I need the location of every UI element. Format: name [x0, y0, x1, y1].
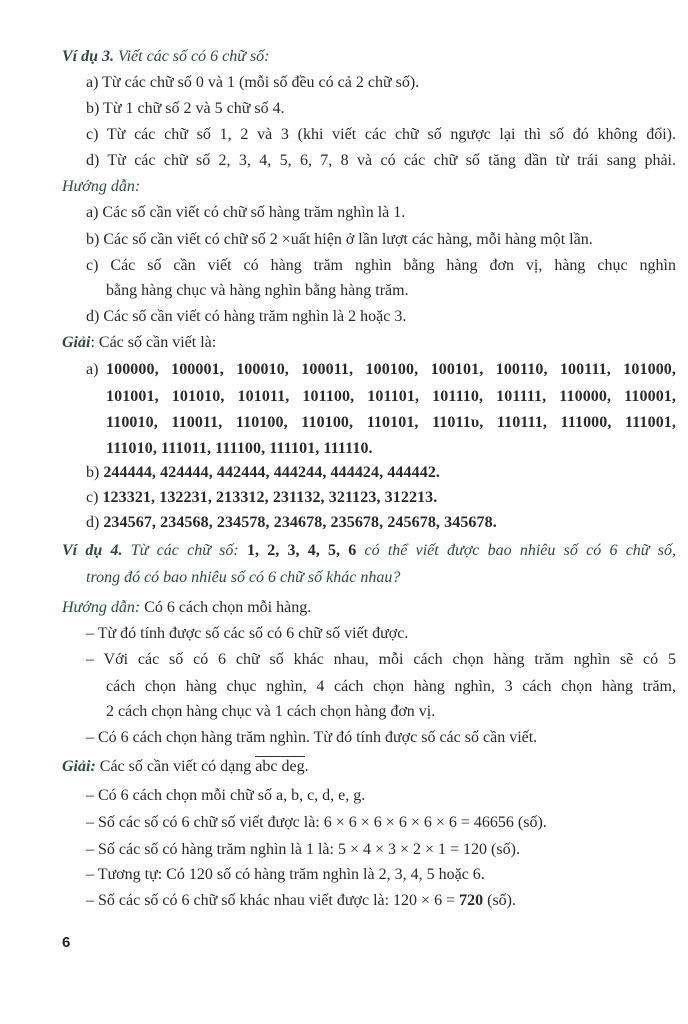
- list-item: – Số các số có hàng trăm nghìn là 1 là: 5 × 4 × 3 × 2 × 1 = 120 (số).: [86, 841, 520, 858]
- list-item: c) Các số cần viết có hàng trăm nghìn bằng hàng đơn vị, hàng chục nghìn: [86, 257, 676, 274]
- solution-intro: : Các số cần viết là:: [90, 334, 217, 351]
- solution-heading: [62, 334, 216, 352]
- list-item: – Số các số có 6 chữ số viết được là: 6 × 6 × 6 × 6 × 6 × 6 = 46656 (số).: [86, 814, 547, 831]
- answer-a-line: 110010, 110011, 110100, 110100, 110101, 11011υ, 110111, 111000, 111001,: [106, 414, 676, 431]
- list-item: [86, 892, 516, 910]
- number-form-overline: abc deg: [255, 758, 305, 775]
- guide-label: Hướng dẫn:: [62, 599, 141, 616]
- punctuation: .: [304, 758, 309, 775]
- answer-marker: d): [86, 514, 100, 531]
- example-4-heading: [62, 542, 676, 560]
- example-label: Ví dụ 4.: [62, 542, 123, 559]
- example-prompt-continuation: trong đó có bao nhiêu số có 6 chữ số khác nhau?: [86, 569, 401, 586]
- list-item-text: (số).: [487, 892, 516, 909]
- solution-label: Giải: [62, 334, 91, 351]
- answer-a-line: 100000, 100001, 100010, 100011, 100100, 100101, 100110, 100111, 101000,: [106, 361, 676, 378]
- example-prompt: Từ các chữ số:: [130, 542, 239, 559]
- page-number: 6: [62, 934, 71, 951]
- answer-b: [86, 464, 440, 482]
- answer-c: [86, 489, 437, 507]
- solution-intro: Các số cần viết có dạng: [99, 758, 252, 775]
- list-item-continuation: bằng hàng chục và hàng nghìn bằng hàng trăm.: [106, 282, 409, 299]
- list-item: a) Các số cần viết có chữ số hàng trăm nghìn là 1.: [86, 204, 406, 221]
- answer-values: 123321, 132231, 213312, 231132, 321123, 312213.: [102, 489, 438, 506]
- list-item: d) Từ các chữ số 2, 3, 4, 5, 6, 7, 8 và có các chữ số tăng dần từ trái sang phải.: [86, 152, 676, 169]
- solution-heading: [62, 758, 309, 776]
- example-prompt: Viết các số có 6 chữ số:: [118, 48, 270, 65]
- list-item: a) Từ các chữ số 0 và 1 (mỗi số đều có cả 2 chữ số).: [86, 74, 420, 91]
- guide-heading: [62, 599, 311, 617]
- guide-label: Hướng dẫn:: [62, 178, 141, 195]
- answer-d: [86, 514, 497, 532]
- list-item: – Có 6 cách chọn hàng trăm nghìn. Từ đó tính được số các số cần viết.: [86, 729, 538, 746]
- list-item: d) Các số cần viết có hàng trăm nghìn là 2 hoặc 3.: [86, 308, 407, 325]
- list-item: c) Từ các chữ số 1, 2 và 3 (khi viết các chữ số ngược lại thì số đó không đổi).: [86, 126, 676, 143]
- list-item-continuation: 2 cách chọn hàng chục và 1 cách chọn hàng đơn vị.: [106, 703, 436, 720]
- example-digits: 1, 2, 3, 4, 5, 6: [246, 542, 357, 559]
- example-3-heading: [62, 48, 270, 66]
- list-item: b) Các số cần viết có chữ số 2 ×uất hiện ở lần lượt các hàng, mỗi hàng một lần.: [86, 231, 593, 248]
- example-prompt: có thể viết được bao nhiêu số có 6 chữ số,: [364, 542, 677, 559]
- example-label: Ví dụ 3.: [62, 48, 115, 65]
- list-item-continuation: cách chọn hàng chục nghìn, 4 cách chọn hàng nghìn, 3 cách chọn hàng trăm,: [106, 678, 676, 695]
- list-item: – Từ đó tính được số các số có 6 chữ số viết được.: [86, 625, 409, 642]
- result-value: 720: [459, 892, 484, 909]
- answer-values: 244444, 424444, 442444, 444244, 444424, 444442.: [103, 464, 441, 481]
- answer-a-line: 101001, 101010, 101011, 101100, 101101, 101110, 101111, 110000, 110001,: [106, 388, 676, 405]
- list-item: – Với các số có 6 chữ số khác nhau, mỗi cách chọn hàng trăm nghìn sẽ có 5: [86, 651, 676, 668]
- list-item: – Có 6 cách chọn mỗi chữ số a, b, c, d, e, g.: [86, 787, 366, 804]
- answer-marker: c): [86, 489, 99, 506]
- guide-intro: Có 6 cách chọn mỗi hàng.: [144, 599, 312, 616]
- answer-values: 234567, 234568, 234578, 234678, 235678, 245678, 345678.: [103, 514, 497, 531]
- answer-marker: b): [86, 464, 100, 481]
- list-item: – Tương tự: Có 120 số có hàng trăm nghìn là 2, 3, 4, 5 hoặc 6.: [86, 866, 485, 883]
- list-item: b) Từ 1 chữ số 2 và 5 chữ số 4.: [86, 100, 285, 117]
- solution-label: Giải:: [62, 758, 96, 775]
- answer-a-marker: a): [86, 361, 99, 378]
- answer-a-line: 111010, 111011, 111100, 111101, 111110.: [106, 440, 373, 457]
- list-item-text: – Số các số có 6 chữ số khác nhau viết được là: 120 × 6 =: [86, 892, 456, 909]
